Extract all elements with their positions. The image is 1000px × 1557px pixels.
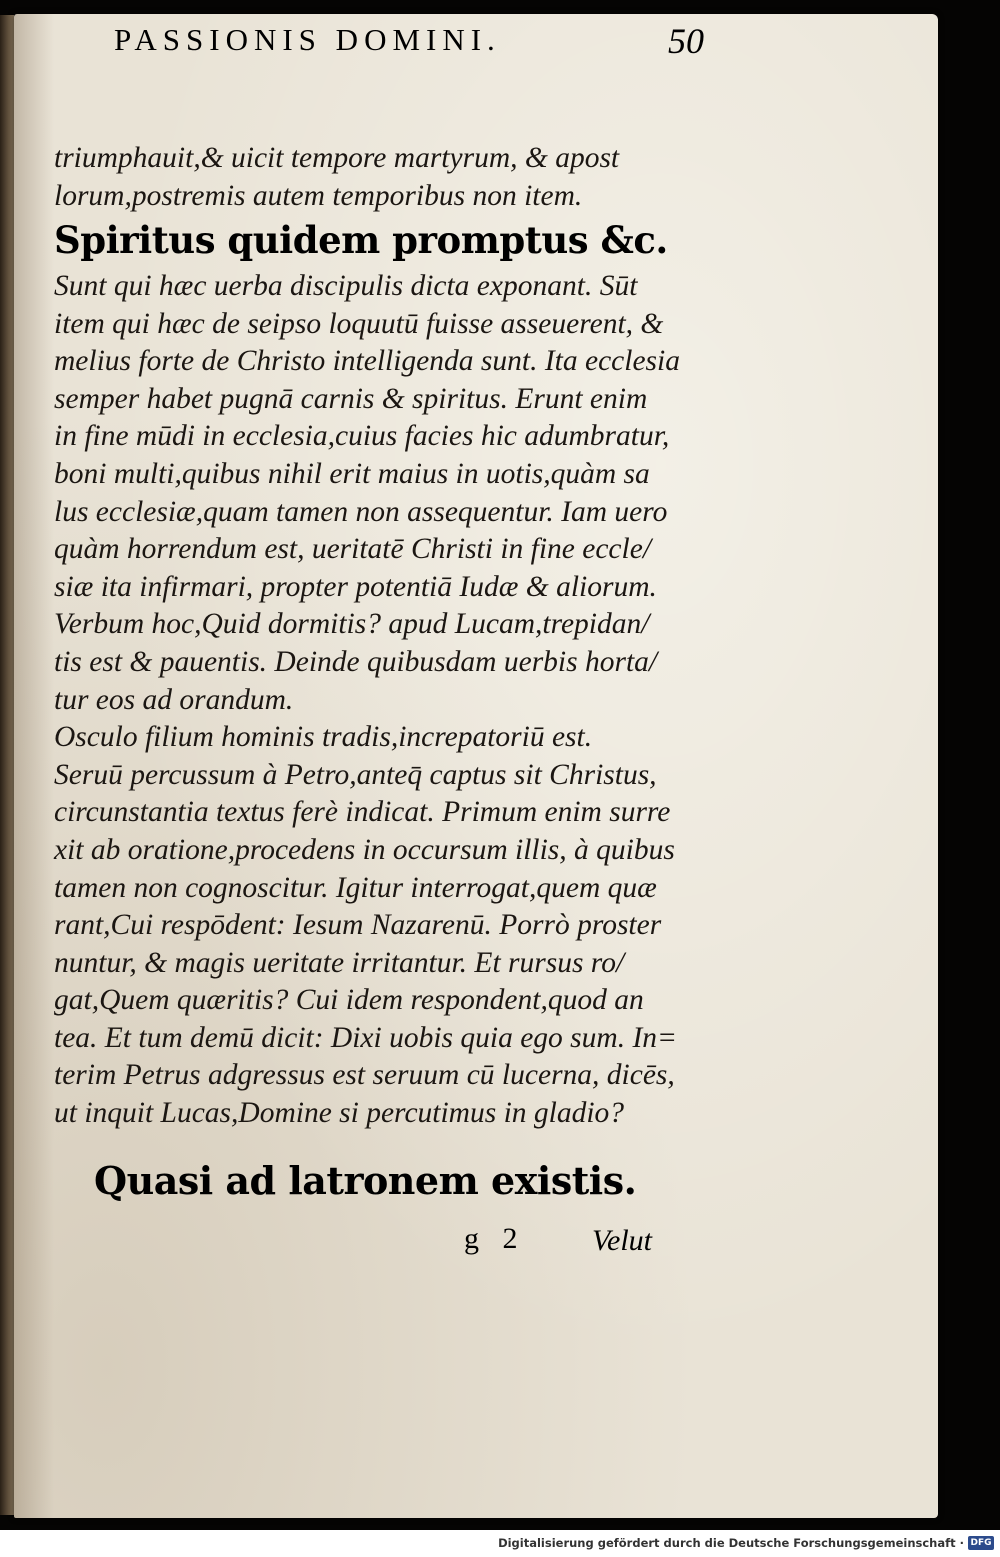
- running-head: [114, 14, 704, 74]
- text-line: in fine mūdi in ecclesia,cuius facies hic adumbratur,: [54, 420, 670, 453]
- text-line: rant,Cui respōdent: Iesum Nazarenū. Porrò proster: [54, 909, 662, 942]
- text-line: tamen non cognoscitur. Igitur interrogat,quem quæ: [54, 871, 657, 904]
- folio-number: 50: [668, 21, 704, 61]
- book-spine-edge: [0, 15, 14, 1515]
- text-line: xit ab oratione,procedens in occursum illis, à quibus: [54, 833, 675, 866]
- text-line: melius forte de Christo intelligenda sunt. Ita ecclesia: [54, 345, 680, 378]
- text-line: lorum,postremis autem temporibus non item.: [54, 179, 583, 212]
- text-line: circunstantia textus ferè indicat. Primum enim surre: [54, 796, 671, 829]
- page-footer-line: [464, 1222, 714, 1272]
- text-line: siæ ita infirmari, propter potentiā Iudæ & aliorum.: [54, 570, 657, 603]
- dfg-logo: DFG: [968, 1536, 994, 1550]
- section-heading: Quasi ad latronem existis.: [94, 1158, 637, 1203]
- text-line: ut inquit Lucas,Domine si percutimus in gladio?: [54, 1097, 625, 1130]
- text-line: Seruū percussum à Petro,anteq̄ captus sit Christus,: [54, 758, 657, 791]
- text-line: tea. Et tum demū dicit: Dixi uobis quia ego sum. In=: [54, 1021, 677, 1054]
- text-line: semper habet pugnā carnis & spiritus. Erunt enim: [54, 382, 648, 415]
- text-line: Verbum hoc,Quid dormitis? apud Lucam,trepidan/: [54, 608, 650, 641]
- text-line: tur eos ad orandum.: [54, 683, 294, 716]
- text-line: nuntur, & magis ueritate irritantur. Et rursus ro/: [54, 946, 625, 979]
- text-line: tis est & pauentis. Deinde quibusdam uerbis horta/: [54, 645, 658, 678]
- body-text: [54, 140, 714, 215]
- text-line: Sunt qui hæc uerba discipulis dicta exponant. Sūt: [54, 270, 638, 302]
- book-page: [14, 14, 938, 1518]
- text-line: Osculo filium hominis tradis,increpatoriū est.: [54, 721, 593, 754]
- text-line: gat,Quem quæritis? Cui idem respondent,quod an: [54, 984, 644, 1017]
- section-heading: Spiritus quidem promptus &c.: [54, 218, 668, 262]
- footer-bar: [0, 1530, 1000, 1557]
- text-line: triumphauit,& uicit tempore martyrum, & apost: [54, 142, 620, 174]
- text-line: item qui hæc de seipso loquutū fuisse asseuerent, &: [54, 307, 664, 340]
- funding-credit: Digitalisierung gefördert durch die Deutsche Forschungsgemeinschaft ·: [498, 1536, 964, 1550]
- text-line: terim Petrus adgressus est seruum cū lucerna, dicēs,: [54, 1059, 675, 1092]
- running-title: PASSIONIS DOMINI.: [114, 22, 501, 57]
- body-text-main: [54, 268, 734, 1133]
- signature-mark: g 2: [464, 1222, 526, 1255]
- catchword: Velut: [592, 1224, 652, 1257]
- text-line: boni multi,quibus nihil erit maius in uotis,quàm sa: [54, 457, 650, 490]
- text-line: lus ecclesiæ,quam tamen non assequentur. Iam uero: [54, 495, 668, 528]
- text-line: quàm horrendum est, ueritatē Christi in fine eccle/: [54, 533, 652, 566]
